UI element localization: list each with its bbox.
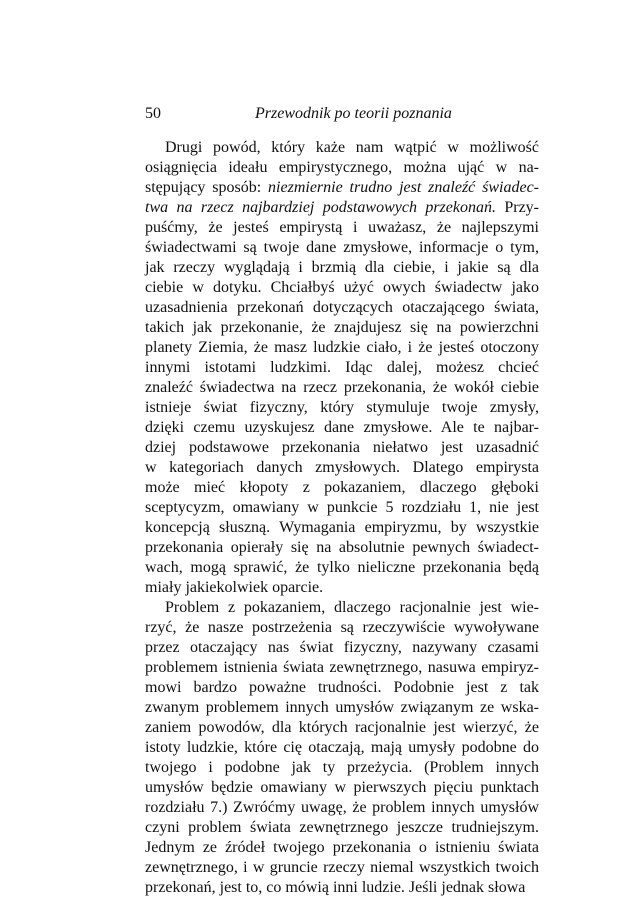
text-line — [145, 238, 539, 258]
text-segment: dzięki czemu uzyskujesz dane zmysłowe. Ale te najbar- — [145, 419, 539, 436]
text-line — [145, 698, 539, 718]
text-segment: problemem istnienia świata zewnętrznego, nasuwa empiryz- — [145, 659, 539, 676]
text-segment: dziej podstawowe przekonania niełatwo jest uzasadnić — [145, 439, 539, 456]
text-line — [145, 458, 539, 478]
running-title: Przewodnik po teorii poznania — [255, 105, 452, 122]
text-line — [145, 378, 539, 398]
text-segment: Przy- — [495, 199, 540, 216]
text-line — [145, 578, 539, 598]
text-segment: koncepcją słuszną. Wymagania empiryzmu, by wszystkie — [145, 519, 539, 536]
italic-text-segment: niezmiernie trudno jest znaleźć świadec- — [268, 179, 539, 196]
text-segment: twojego i podobne jak ty przeżycia. (Problem innych — [145, 759, 539, 776]
text-segment: Jednym ze źródeł twojego przekonania o istnieniu świata — [145, 839, 539, 856]
text-segment: jak rzeczy wyglądają i brzmią dla ciebie, i jakie są dla — [145, 259, 539, 276]
text-segment: może mieć kłopoty z pokazaniem, dlaczego głęboki — [145, 479, 539, 496]
text-segment: rzyć, że nasze postrzeżenia są rzeczywiście wywoływane — [145, 619, 539, 636]
text-segment: znaleźć świadectwa na rzecz przekonania, że wokół ciebie — [145, 379, 539, 396]
text-segment: uzasadnienia przekonań dotyczących otaczającego świata, — [145, 299, 539, 316]
text-segment: planety Ziemia, że masz ludzkie ciało, i że jesteś otoczony — [145, 339, 539, 356]
text-segment: zwanym problemem innych umysłów związanym ze wska- — [145, 699, 539, 716]
text-segment: ciebie w dotyku. Chciałbyś użyć owych świadectw jako — [145, 279, 539, 296]
text-segment: czyni problem świata zewnętrznego jeszcze trudniejszym. — [145, 819, 539, 836]
text-segment: Drugi powód, który każe nam wątpić w możliwość — [165, 139, 539, 156]
text-line — [145, 478, 539, 498]
text-line — [145, 598, 539, 618]
text-segment: rozdziału 7.) Zwróćmy uwagę, że problem innych umysłów — [145, 799, 539, 816]
text-line — [145, 138, 539, 158]
text-line — [145, 758, 539, 778]
text-line — [145, 738, 539, 758]
italic-text-segment: twa na rzecz najbardziej podstawowych przekonań. — [145, 199, 496, 216]
text-line — [145, 418, 539, 438]
text-line — [145, 658, 539, 678]
text-line — [145, 858, 539, 878]
text-line — [145, 718, 539, 738]
text-line — [145, 158, 539, 178]
text-segment: istnieje świat fizyczny, który stymuluje twoje zmysły, — [145, 399, 539, 416]
text-line — [145, 438, 539, 458]
text-segment: stępujący sposób: — [145, 179, 269, 196]
text-line — [145, 298, 539, 318]
text-line — [145, 638, 539, 658]
text-line — [145, 338, 539, 358]
text-line — [145, 518, 539, 538]
text-segment: umysłów będzie omawiany w pierwszych pięciu punktach — [145, 779, 539, 796]
text-line — [145, 398, 539, 418]
text-segment: istoty ludzkie, które cię otaczają, mają umysły podobne do — [145, 739, 539, 756]
text-segment: w kategoriach danych zmysłowych. Dlatego empirysta — [145, 459, 539, 476]
text-segment: osiągnięcia ideału empirystycznego, można ująć w na- — [145, 159, 539, 176]
text-line — [145, 258, 539, 278]
text-line — [145, 318, 539, 338]
text-segment: takich jak przekonanie, że znajdujesz się na powierzchni — [145, 319, 539, 336]
page-number: 50 — [145, 105, 161, 122]
text-segment: zaniem powodów, dla których racjonalnie jest wierzyć, że — [145, 719, 539, 736]
text-segment: innymi istotami ludzkimi. Idąc dalej, możesz chcieć — [145, 359, 539, 376]
text-line — [145, 818, 539, 838]
text-line — [145, 778, 539, 798]
text-segment: Problem z pokazaniem, dlaczego racjonalnie jest wie- — [165, 599, 539, 616]
text-segment: mowi bardzo poważne trudności. Podobnie jest z tak — [145, 679, 539, 696]
text-line — [145, 538, 539, 558]
text-line — [145, 838, 539, 858]
text-line — [145, 798, 539, 818]
text-line — [145, 218, 539, 238]
text-segment: sceptycyzm, omawiany w punkcie 5 rozdziału 1, nie jest — [145, 499, 539, 516]
text-line — [145, 678, 539, 698]
text-line — [145, 278, 539, 298]
text-line — [145, 878, 539, 898]
text-segment: przez otaczający nas świat fizyczny, nazywany czasami — [145, 639, 539, 656]
text-segment: przekonania opierały się na absolutnie pewnych świadect- — [145, 539, 539, 556]
text-segment: świadectwami są twoje dane zmysłowe, informacje o tym, — [145, 239, 539, 256]
text-segment: puśćmy, że jesteś empirystą i uważasz, że najlepszymi — [145, 219, 539, 236]
text-line — [145, 498, 539, 518]
text-line — [145, 558, 539, 578]
text-line — [145, 358, 539, 378]
text-line — [145, 198, 539, 218]
text-segment: wach, mogą sprawić, że tylko nieliczne przekonania będą — [145, 559, 539, 576]
text-line — [145, 178, 539, 198]
text-line — [145, 618, 539, 638]
text-segment: przekonań, jest to, co mówią inni ludzie. Jeśli jednak słowa — [145, 879, 526, 896]
text-segment: miały jakiekolwiek oparcie. — [145, 579, 324, 596]
text-segment: zewnętrznego, i w gruncie rzeczy niemal wszystkich twoich — [145, 859, 539, 876]
